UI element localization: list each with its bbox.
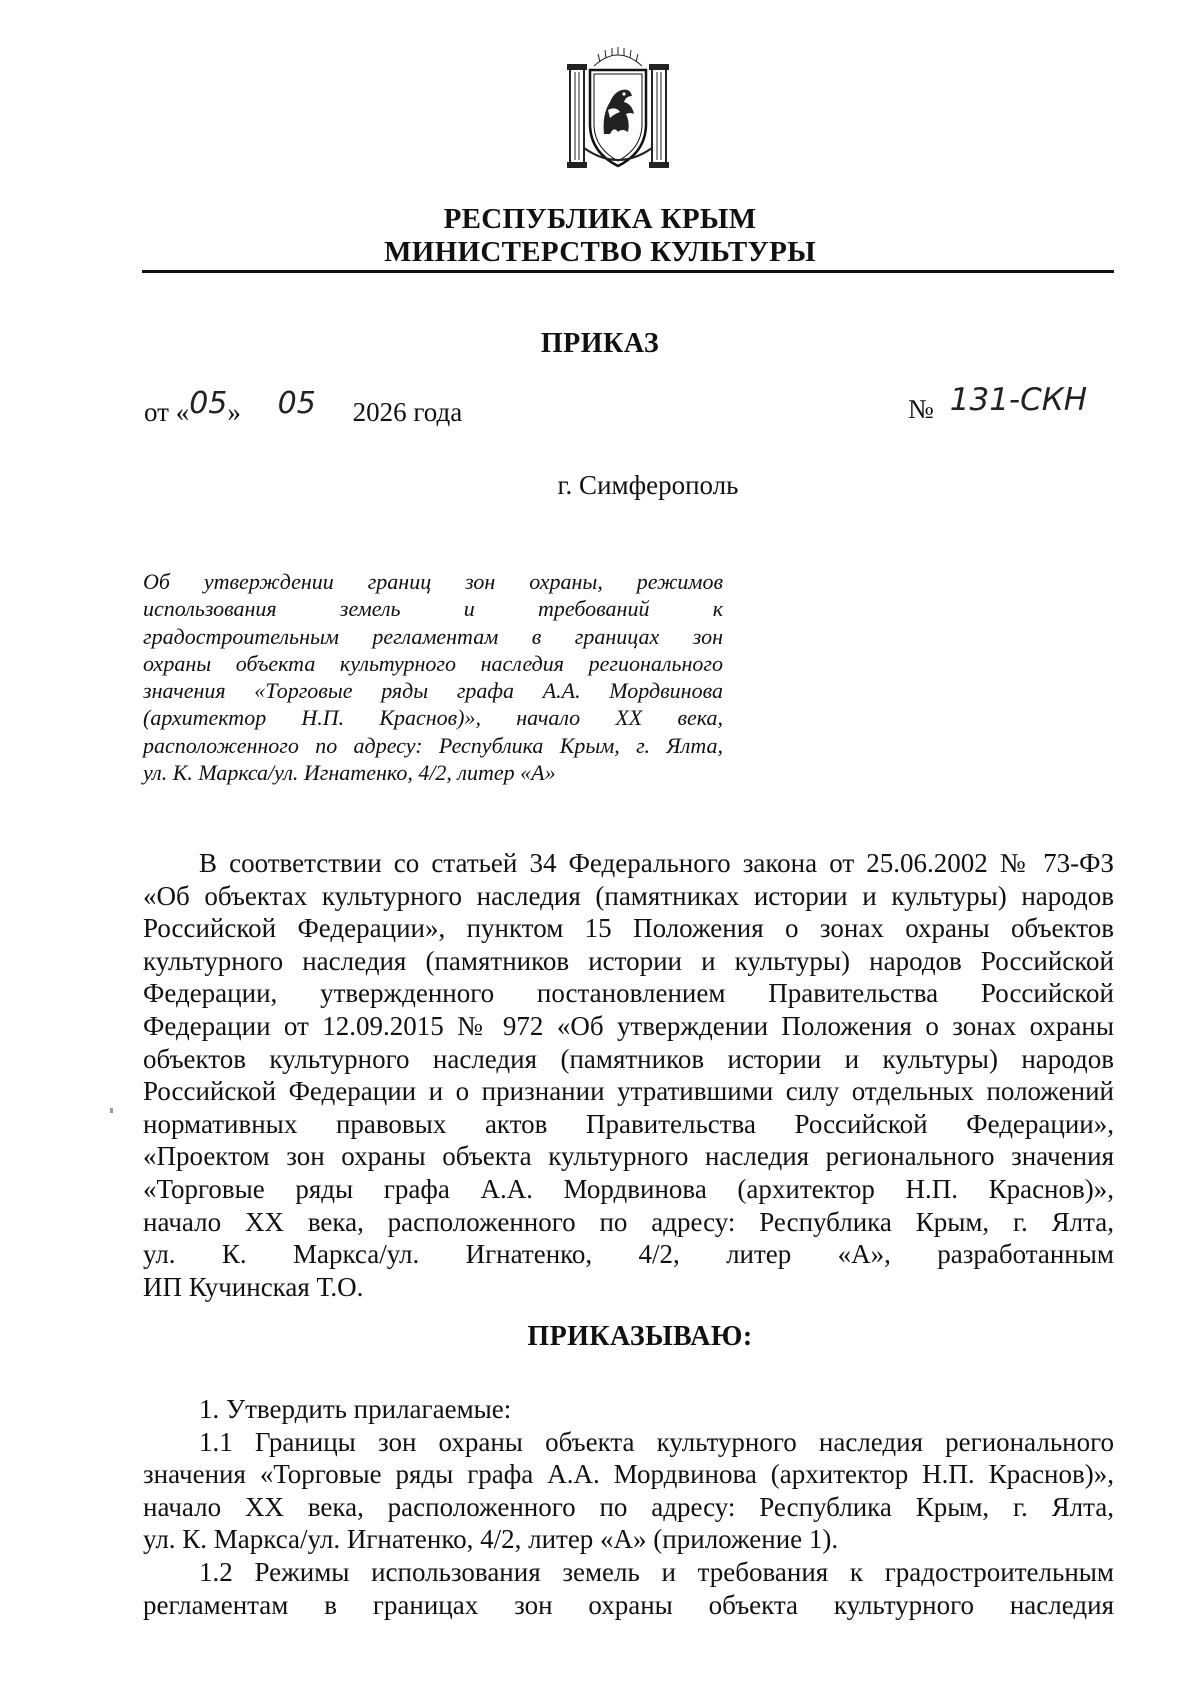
item-line: 1.1 Границы зон охраны объекта культурного наследия регионального <box>199 1426 1114 1457</box>
preamble-line: нормативных правовых актов Правительства Российской Федерации», <box>143 1108 1114 1139</box>
margin-mark <box>110 1108 113 1113</box>
date-year: 2026 года <box>352 397 463 427</box>
order-number <box>908 382 1088 426</box>
date-month-handwritten: 05 <box>277 386 316 421</box>
subject-line: Об утверждении границ зон охраны, режимов <box>143 569 723 594</box>
ministry-region-heading: РЕСПУБЛИКА КРЫМ <box>443 203 757 235</box>
subject-line: значения «Торговые ряды графа А.А. Мордвинова <box>143 678 723 704</box>
issue-city: г. Симферополь <box>557 470 739 500</box>
order-subject <box>143 568 723 786</box>
item-line: ул. К. Маркса/ул. Игнатенко, 4/2, литер «А» (приложение 1). <box>143 1524 839 1555</box>
preamble-line: «Об объектах культурного наследия (памятниках истории и культуры) народов <box>143 880 1114 911</box>
subject-line: ул. К. Маркса/ул. Игнатенко, 4/2, литер «А» <box>143 760 556 786</box>
order-directive-heading: ПРИКАЗЫВАЮ: <box>527 1321 753 1352</box>
order-items <box>143 1393 1114 1621</box>
subject-line: охраны объекта культурного наследия регионального <box>143 650 723 676</box>
order-date <box>144 386 463 429</box>
preamble-line: ул. К. Маркса/ул. Игнатенко, 4/2, литер «А», разработанным <box>143 1239 1114 1270</box>
preamble-line: Федерации, утвержденного постановлением Правительства Российской <box>143 978 1114 1009</box>
date-day-handwritten: 05 <box>189 386 228 421</box>
subject-line: расположенного по адресу: Республика Крым, г. Ялта, <box>143 732 723 758</box>
preamble-line: начало XX века, расположенного по адресу: Республика Крым, г. Ялта, <box>143 1206 1114 1237</box>
subject-line: (архитектор Н.П. Краснов)», начало XX века, <box>143 705 723 731</box>
date-quote-close: » <box>227 397 241 427</box>
preamble-line: «Проектом зон охраны объекта культурного наследия регионального значения <box>143 1141 1114 1172</box>
preamble-line: культурного наследия (памятников истории и культуры) народов Российской <box>143 945 1114 976</box>
preamble-line: Российской Федерации и о признании утратившими силу отдельных положений <box>143 1076 1114 1107</box>
order-number-handwritten: 131-СКН <box>949 382 1088 418</box>
item-line: значения «Торговые ряды графа А.А. Мордвинова (архитектор Н.П. Краснов)», <box>143 1459 1114 1490</box>
order-title: ПРИКАЗ <box>540 328 660 359</box>
preamble-paragraph <box>143 847 1114 1303</box>
preamble-line: Российской Федерации», пунктом 15 Положения о зонах охраны объектов <box>143 913 1114 944</box>
header-divider <box>142 270 1114 273</box>
subject-line: использования земель и требований к <box>143 596 723 622</box>
item-line: 1. Утвердить прилагаемые: <box>199 1394 512 1424</box>
crimea-coat-of-arms-icon <box>564 44 672 172</box>
item-line: 1.2 Режимы использования земель и требования к градостроительным <box>199 1556 1114 1587</box>
number-prefix: № <box>908 394 934 424</box>
item-line: регламентам в границах зон охраны объекта культурного наследия <box>143 1589 1114 1620</box>
date-prefix: от « <box>144 397 190 427</box>
preamble-line: ИП Кучинская Т.О. <box>143 1271 364 1302</box>
preamble-line: Федерации от 12.09.2015 № 972 «Об утверждении Положения о зонах охраны <box>143 1010 1114 1041</box>
preamble-line: объектов культурного наследия (памятников истории и культуры) народов <box>143 1043 1114 1074</box>
ministry-name-heading: МИНИСТЕРСТВО КУЛЬТУРЫ <box>384 236 816 268</box>
preamble-line: В соответствии со статьей 34 Федерального закона от 25.06.2002 № 73-ФЗ <box>199 848 1114 878</box>
subject-line: градостроительным регламентам в границах зон <box>143 623 723 649</box>
item-line: начало XX века, расположенного по адресу: Республика Крым, г. Ялта, <box>143 1491 1114 1522</box>
preamble-line: «Торговые ряды графа А.А. Мордвинова (архитектор Н.П. Краснов)», <box>143 1173 1114 1204</box>
